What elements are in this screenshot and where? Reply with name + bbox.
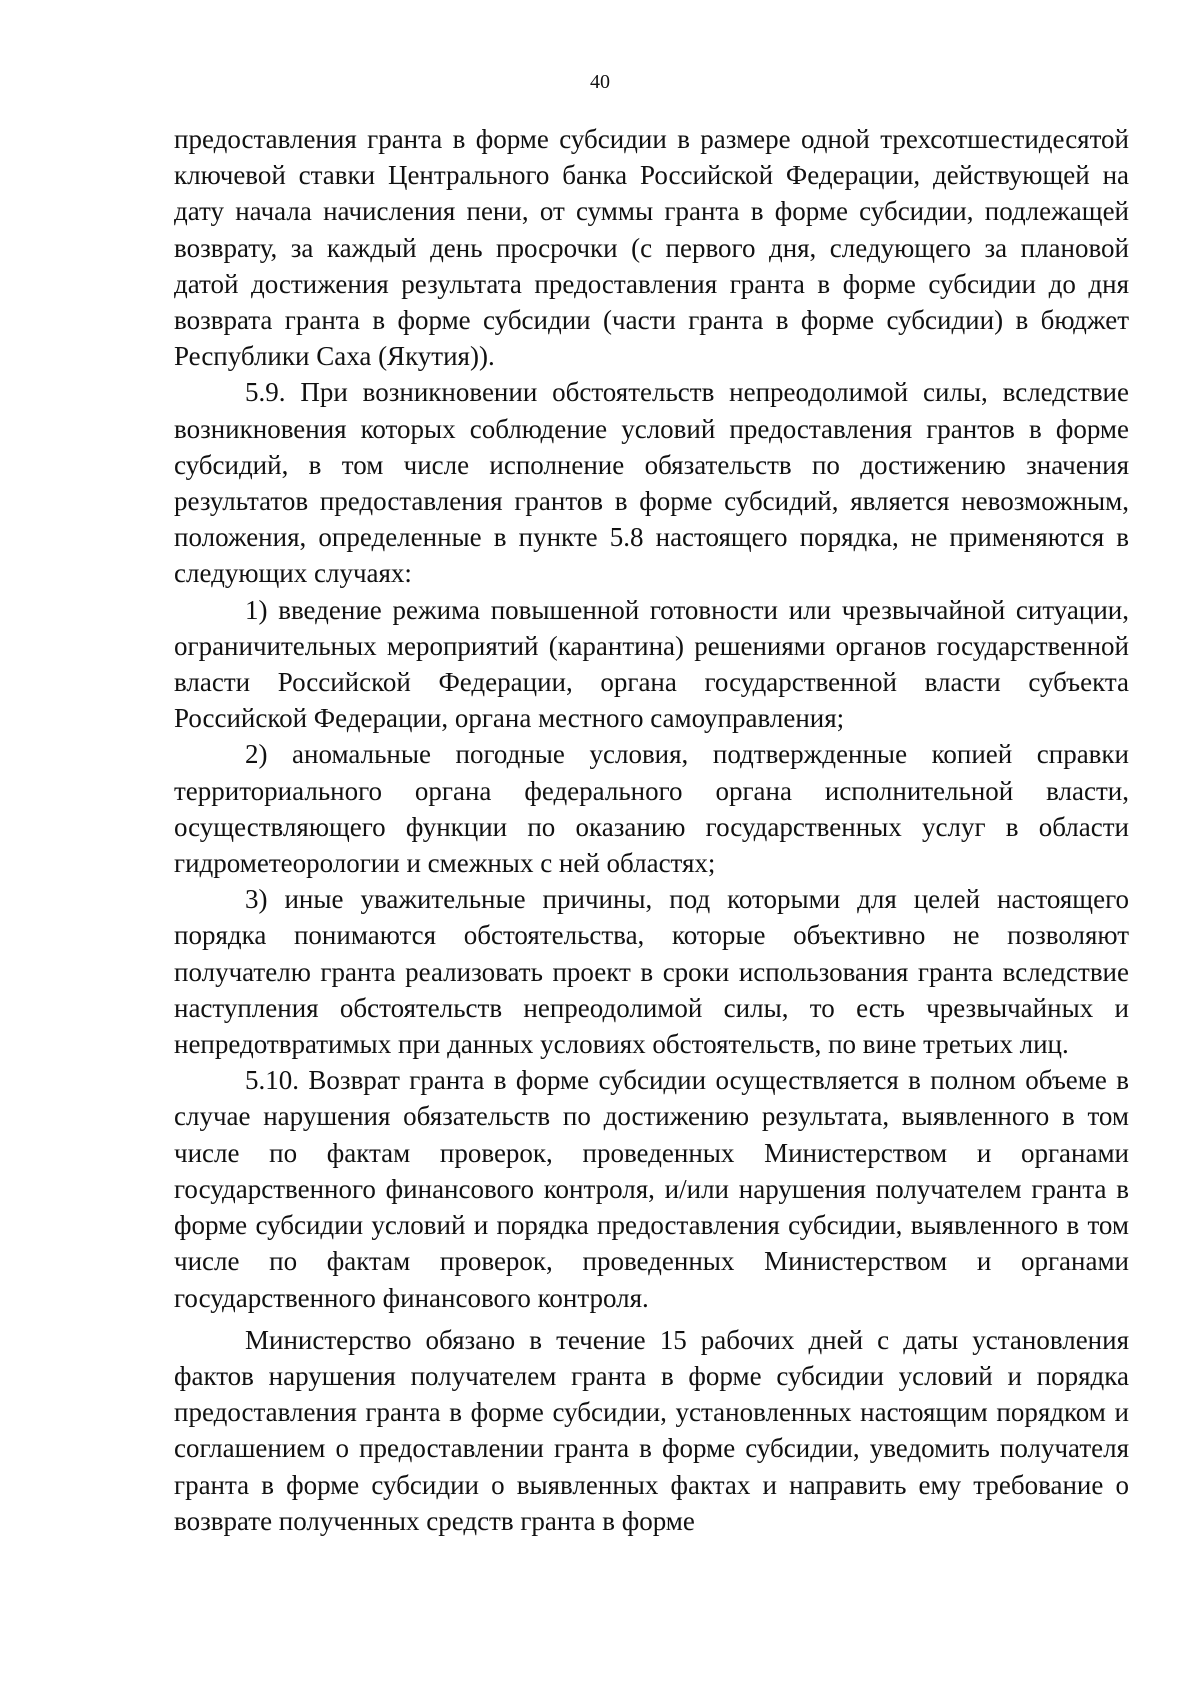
paragraph-5-9: 5.9. При возникновении обстоятельств непреодолимой силы, вследствие возникновения которых соблюдение условий предоставления грантов в форме субсидий, в том числе исполнение обязательств по достижению значения результатов предоставления грантов в форме субсидий, является невозможным, положения, определенные в пункте 5.8 настоящего порядка, не применяются в следующих случаях: xyxy=(174,377,1129,589)
page-number: 40 xyxy=(590,71,610,93)
paragraph-penalty-continuation: предоставления гранта в форме субсидии в размере одной трехсотшестидесятой ключевой ставки Центрального банка Российской Федерации, действующей на дату начала начисления пени, от суммы гранта в форме субсидии, подлежащей возврату, за каждый день просрочки (с первого дня, следующего за плановой датой достижения результата предоставления гранта в форме субсидии до дня возврата гранта в форме субсидии (части гранта в форме субсидии) в бюджет Республики Саха (Якутия)). xyxy=(174,124,1129,372)
paragraph-5-9-item-3: 3) иные уважительные причины, под которыми для целей настоящего порядка понимаются обстоятельства, которые объективно не позволяют получателю гранта реализовать проект в сроки использования гранта вследствие наступления обстоятельств непреодолимой силы, то есть чрезвычайных и непредотвратимых при данных условиях обстоятельств, по вине третьих лиц. xyxy=(174,884,1129,1060)
document-body xyxy=(174,121,1129,1539)
paragraph-ministry-obligation: Министерство обязано в течение 15 рабочих дней с даты установления фактов нарушения получателем гранта в форме субсидии условий и порядка предоставления гранта в форме субсидии, установленных настоящим порядком и соглашением о предоставлении гранта в форме субсидии, уведомить получателя гранта в форме субсидии о выявленных фактах и направить ему требование о возврате полученных средств гранта в форме xyxy=(174,1324,1129,1536)
paragraph-5-9-item-1: 1) введение режима повышенной готовности или чрезвычайной ситуации, ограничительных мероприятий (карантина) решениями органов государственной власти Российской Федерации, органа государственной власти субъекта Российской Федерации, органа местного самоуправления; xyxy=(174,594,1129,734)
paragraph-5-10: 5.10. Возврат гранта в форме субсидии осуществляется в полном объеме в случае нарушения обязательств по достижению результата, выявленного в том числе по фактам проверок, проведенных Министерством и органами государственного финансового контроля, и/или нарушения получателем гранта в форме субсидии условий и порядка предоставления субсидии, выявленного в том числе по фактам проверок, проведенных Министерством и органами государственного финансового контроля. xyxy=(174,1065,1129,1313)
paragraph-5-9-item-2: 2) аномальные погодные условия, подтвержденные копией справки территориального органа федерального органа исполнительной власти, осуществляющего функции по оказанию государственных услуг в области гидрометеорологии и смежных с ней областях; xyxy=(174,739,1129,879)
